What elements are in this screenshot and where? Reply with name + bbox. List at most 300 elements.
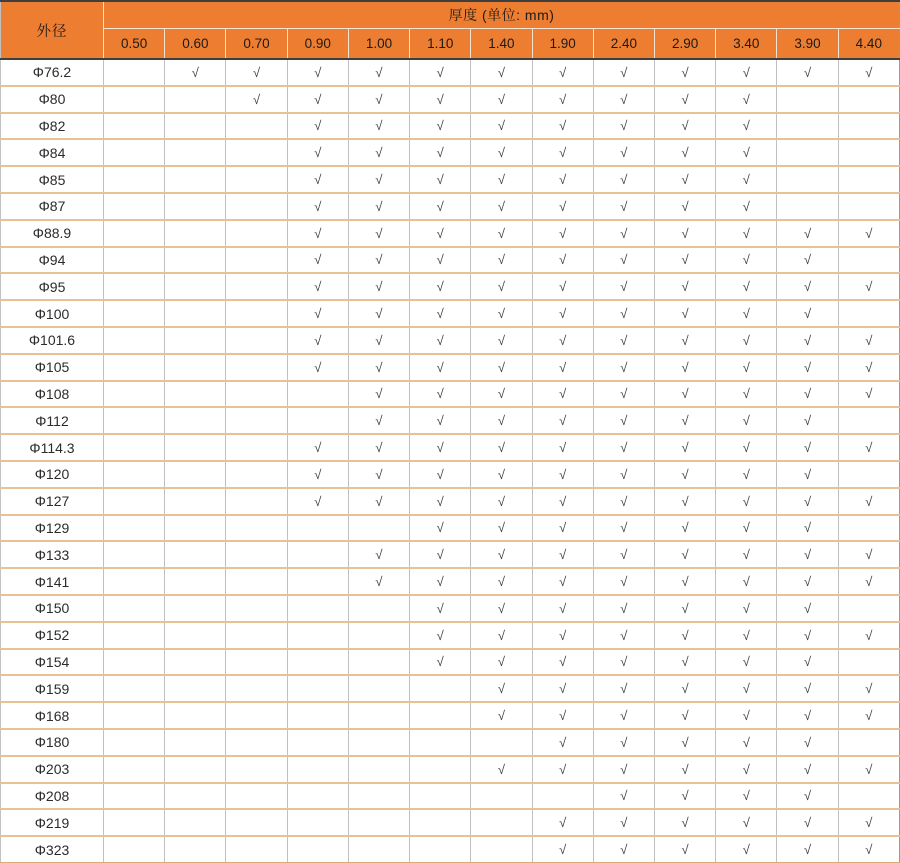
check-cell: √ <box>716 675 777 702</box>
check-cell: √ <box>471 59 532 86</box>
check-cell: √ <box>348 327 409 354</box>
diameter-cell: Φ108 <box>1 381 104 408</box>
check-cell: √ <box>532 113 593 140</box>
check-cell: √ <box>593 461 654 488</box>
check-cell: √ <box>777 461 838 488</box>
check-cell: √ <box>593 220 654 247</box>
check-cell: √ <box>716 86 777 113</box>
empty-cell <box>165 86 226 113</box>
empty-cell <box>777 113 838 140</box>
check-cell: √ <box>716 461 777 488</box>
check-cell: √ <box>471 434 532 461</box>
check-cell: √ <box>716 193 777 220</box>
diameter-cell: Φ323 <box>1 836 104 863</box>
check-cell: √ <box>593 434 654 461</box>
check-cell: √ <box>777 300 838 327</box>
check-cell: √ <box>777 809 838 836</box>
check-cell: √ <box>654 461 715 488</box>
check-cell: √ <box>838 622 899 649</box>
table-body <box>1 59 900 863</box>
check-cell: √ <box>410 354 471 381</box>
check-cell: √ <box>838 220 899 247</box>
empty-cell <box>104 622 165 649</box>
check-cell: √ <box>716 729 777 756</box>
empty-cell <box>226 515 287 542</box>
diameter-cell: Φ94 <box>1 247 104 274</box>
check-cell: √ <box>348 541 409 568</box>
check-cell: √ <box>410 381 471 408</box>
empty-cell <box>838 729 899 756</box>
check-cell: √ <box>777 783 838 810</box>
table-row <box>1 568 900 595</box>
empty-cell <box>838 86 899 113</box>
empty-cell <box>104 166 165 193</box>
diameter-cell: Φ208 <box>1 783 104 810</box>
check-cell: √ <box>593 193 654 220</box>
thickness-col-header: 1.00 <box>348 29 409 60</box>
diameter-cell: Φ133 <box>1 541 104 568</box>
empty-cell <box>165 434 226 461</box>
check-cell: √ <box>654 756 715 783</box>
check-cell: √ <box>471 515 532 542</box>
thickness-col-header: 0.60 <box>165 29 226 60</box>
diameter-cell: Φ129 <box>1 515 104 542</box>
check-cell: √ <box>287 488 348 515</box>
thickness-col-header: 1.40 <box>471 29 532 60</box>
empty-cell <box>226 836 287 863</box>
empty-cell <box>226 327 287 354</box>
check-cell: √ <box>716 327 777 354</box>
check-cell: √ <box>471 595 532 622</box>
thickness-col-header: 2.90 <box>654 29 715 60</box>
empty-cell <box>348 595 409 622</box>
empty-cell <box>287 541 348 568</box>
check-cell: √ <box>593 407 654 434</box>
empty-cell <box>226 783 287 810</box>
empty-cell <box>165 515 226 542</box>
check-cell: √ <box>471 461 532 488</box>
check-cell: √ <box>471 247 532 274</box>
diameter-cell: Φ180 <box>1 729 104 756</box>
check-cell: √ <box>410 515 471 542</box>
check-cell: √ <box>716 756 777 783</box>
check-cell: √ <box>593 327 654 354</box>
check-cell: √ <box>471 166 532 193</box>
check-cell: √ <box>471 381 532 408</box>
check-cell: √ <box>348 193 409 220</box>
check-cell: √ <box>593 354 654 381</box>
check-cell: √ <box>532 836 593 863</box>
check-cell: √ <box>838 381 899 408</box>
check-cell: √ <box>716 595 777 622</box>
empty-cell <box>226 193 287 220</box>
empty-cell <box>838 193 899 220</box>
check-cell: √ <box>593 515 654 542</box>
table-row <box>1 729 900 756</box>
empty-cell <box>165 809 226 836</box>
check-cell: √ <box>654 220 715 247</box>
check-cell: √ <box>287 327 348 354</box>
empty-cell <box>226 300 287 327</box>
diameter-cell: Φ219 <box>1 809 104 836</box>
empty-cell <box>226 434 287 461</box>
check-cell: √ <box>532 541 593 568</box>
diameter-cell: Φ95 <box>1 273 104 300</box>
check-cell: √ <box>777 756 838 783</box>
empty-cell <box>165 622 226 649</box>
check-cell: √ <box>593 729 654 756</box>
diameter-cell: Φ114.3 <box>1 434 104 461</box>
check-cell: √ <box>838 568 899 595</box>
check-cell: √ <box>532 649 593 676</box>
empty-cell <box>838 595 899 622</box>
check-cell: √ <box>654 595 715 622</box>
check-cell: √ <box>532 139 593 166</box>
check-cell: √ <box>654 59 715 86</box>
check-cell: √ <box>654 515 715 542</box>
check-cell: √ <box>532 247 593 274</box>
empty-cell <box>165 247 226 274</box>
check-cell: √ <box>593 541 654 568</box>
check-cell: √ <box>532 515 593 542</box>
check-cell: √ <box>716 488 777 515</box>
check-cell: √ <box>777 702 838 729</box>
check-cell: √ <box>532 461 593 488</box>
check-cell: √ <box>532 327 593 354</box>
check-cell: √ <box>471 702 532 729</box>
check-cell: √ <box>716 783 777 810</box>
empty-cell <box>104 515 165 542</box>
check-cell: √ <box>410 113 471 140</box>
diameter-cell: Φ120 <box>1 461 104 488</box>
empty-cell <box>165 702 226 729</box>
diameter-cell: Φ168 <box>1 702 104 729</box>
check-cell: √ <box>838 702 899 729</box>
check-cell: √ <box>716 220 777 247</box>
empty-cell <box>226 729 287 756</box>
check-cell: √ <box>838 809 899 836</box>
check-cell: √ <box>593 649 654 676</box>
check-cell: √ <box>532 595 593 622</box>
empty-cell <box>838 113 899 140</box>
empty-cell <box>226 247 287 274</box>
empty-cell <box>104 220 165 247</box>
check-cell: √ <box>593 139 654 166</box>
check-cell: √ <box>532 756 593 783</box>
check-cell: √ <box>593 622 654 649</box>
check-cell: √ <box>348 434 409 461</box>
check-cell: √ <box>165 59 226 86</box>
thickness-col-header: 0.50 <box>104 29 165 60</box>
empty-cell <box>287 515 348 542</box>
empty-cell <box>104 59 165 86</box>
group-header-row <box>1 1 900 29</box>
check-cell: √ <box>287 434 348 461</box>
diameter-cell: Φ141 <box>1 568 104 595</box>
table-row <box>1 139 900 166</box>
empty-cell <box>838 783 899 810</box>
empty-cell <box>348 783 409 810</box>
check-cell: √ <box>716 809 777 836</box>
thickness-values-row <box>1 29 900 60</box>
diameter-cell: Φ152 <box>1 622 104 649</box>
diameter-cell: Φ87 <box>1 193 104 220</box>
check-cell: √ <box>654 783 715 810</box>
check-cell: √ <box>532 622 593 649</box>
check-cell: √ <box>777 407 838 434</box>
check-cell: √ <box>348 300 409 327</box>
empty-cell <box>348 649 409 676</box>
check-cell: √ <box>716 273 777 300</box>
check-cell: √ <box>226 59 287 86</box>
empty-cell <box>226 675 287 702</box>
check-cell: √ <box>716 836 777 863</box>
check-cell: √ <box>410 220 471 247</box>
diameter-cell: Φ82 <box>1 113 104 140</box>
check-cell: √ <box>593 300 654 327</box>
check-cell: √ <box>410 327 471 354</box>
empty-cell <box>226 461 287 488</box>
empty-cell <box>287 756 348 783</box>
table-row <box>1 756 900 783</box>
check-cell: √ <box>838 354 899 381</box>
empty-cell <box>104 675 165 702</box>
check-cell: √ <box>777 247 838 274</box>
empty-cell <box>165 354 226 381</box>
check-cell: √ <box>654 381 715 408</box>
table-row <box>1 461 900 488</box>
check-cell: √ <box>777 595 838 622</box>
thickness-col-header: 1.90 <box>532 29 593 60</box>
check-cell: √ <box>777 273 838 300</box>
check-cell: √ <box>532 273 593 300</box>
check-cell: √ <box>654 113 715 140</box>
empty-cell <box>104 836 165 863</box>
table-header <box>1 1 900 59</box>
check-cell: √ <box>410 595 471 622</box>
empty-cell <box>104 139 165 166</box>
empty-cell <box>104 407 165 434</box>
empty-cell <box>226 166 287 193</box>
check-cell: √ <box>410 434 471 461</box>
table-row <box>1 193 900 220</box>
check-cell: √ <box>287 86 348 113</box>
check-cell: √ <box>716 702 777 729</box>
empty-cell <box>838 166 899 193</box>
check-cell: √ <box>471 407 532 434</box>
check-cell: √ <box>593 113 654 140</box>
empty-cell <box>410 756 471 783</box>
table-row <box>1 327 900 354</box>
check-cell: √ <box>532 193 593 220</box>
check-cell: √ <box>410 59 471 86</box>
check-cell: √ <box>716 434 777 461</box>
empty-cell <box>226 622 287 649</box>
check-cell: √ <box>838 541 899 568</box>
check-cell: √ <box>287 247 348 274</box>
empty-cell <box>838 139 899 166</box>
check-cell: √ <box>777 327 838 354</box>
check-cell: √ <box>410 247 471 274</box>
check-cell: √ <box>471 86 532 113</box>
thickness-col-header: 0.70 <box>226 29 287 60</box>
table-row <box>1 166 900 193</box>
empty-cell <box>226 220 287 247</box>
check-cell: √ <box>593 166 654 193</box>
table-row <box>1 622 900 649</box>
empty-cell <box>104 809 165 836</box>
check-cell: √ <box>777 381 838 408</box>
diameter-cell: Φ84 <box>1 139 104 166</box>
check-cell: √ <box>226 86 287 113</box>
empty-cell <box>226 139 287 166</box>
empty-cell <box>104 568 165 595</box>
diameter-column-header: 外径 <box>1 1 104 59</box>
check-cell: √ <box>471 113 532 140</box>
empty-cell <box>226 568 287 595</box>
check-cell: √ <box>593 595 654 622</box>
check-cell: √ <box>777 649 838 676</box>
check-cell: √ <box>716 568 777 595</box>
check-cell: √ <box>348 139 409 166</box>
empty-cell <box>348 675 409 702</box>
check-cell: √ <box>777 434 838 461</box>
check-cell: √ <box>471 756 532 783</box>
empty-cell <box>838 247 899 274</box>
check-cell: √ <box>287 193 348 220</box>
check-cell: √ <box>348 166 409 193</box>
check-cell: √ <box>654 434 715 461</box>
empty-cell <box>226 702 287 729</box>
check-cell: √ <box>593 273 654 300</box>
check-cell: √ <box>654 139 715 166</box>
table-row <box>1 220 900 247</box>
table-row <box>1 488 900 515</box>
check-cell: √ <box>654 488 715 515</box>
diameter-cell: Φ127 <box>1 488 104 515</box>
table-row <box>1 300 900 327</box>
check-cell: √ <box>654 649 715 676</box>
diameter-cell: Φ80 <box>1 86 104 113</box>
check-cell: √ <box>532 434 593 461</box>
check-cell: √ <box>654 729 715 756</box>
check-cell: √ <box>532 568 593 595</box>
empty-cell <box>104 595 165 622</box>
empty-cell <box>777 193 838 220</box>
empty-cell <box>348 622 409 649</box>
table-row <box>1 675 900 702</box>
check-cell: √ <box>777 729 838 756</box>
check-cell: √ <box>777 220 838 247</box>
empty-cell <box>165 327 226 354</box>
check-cell: √ <box>471 541 532 568</box>
empty-cell <box>165 461 226 488</box>
empty-cell <box>104 381 165 408</box>
empty-cell <box>226 649 287 676</box>
table-row <box>1 247 900 274</box>
check-cell: √ <box>532 488 593 515</box>
empty-cell <box>104 354 165 381</box>
diameter-cell: Φ88.9 <box>1 220 104 247</box>
empty-cell <box>287 381 348 408</box>
check-cell: √ <box>654 327 715 354</box>
check-cell: √ <box>777 488 838 515</box>
empty-cell <box>165 783 226 810</box>
check-cell: √ <box>287 139 348 166</box>
diameter-cell: Φ101.6 <box>1 327 104 354</box>
check-cell: √ <box>654 300 715 327</box>
empty-cell <box>471 783 532 810</box>
check-cell: √ <box>716 300 777 327</box>
check-cell: √ <box>532 675 593 702</box>
empty-cell <box>287 783 348 810</box>
check-cell: √ <box>287 59 348 86</box>
check-cell: √ <box>410 407 471 434</box>
empty-cell <box>104 461 165 488</box>
empty-cell <box>104 327 165 354</box>
diameter-cell: Φ203 <box>1 756 104 783</box>
check-cell: √ <box>410 622 471 649</box>
check-cell: √ <box>410 166 471 193</box>
check-cell: √ <box>410 86 471 113</box>
check-cell: √ <box>716 649 777 676</box>
empty-cell <box>165 407 226 434</box>
empty-cell <box>104 434 165 461</box>
check-cell: √ <box>777 675 838 702</box>
table-row <box>1 434 900 461</box>
check-cell: √ <box>654 568 715 595</box>
check-cell: √ <box>287 300 348 327</box>
empty-cell <box>471 729 532 756</box>
check-cell: √ <box>348 488 409 515</box>
empty-cell <box>287 729 348 756</box>
empty-cell <box>104 86 165 113</box>
check-cell: √ <box>348 86 409 113</box>
empty-cell <box>165 220 226 247</box>
check-cell: √ <box>287 354 348 381</box>
check-cell: √ <box>410 649 471 676</box>
empty-cell <box>165 729 226 756</box>
check-cell: √ <box>593 756 654 783</box>
empty-cell <box>410 702 471 729</box>
check-cell: √ <box>838 59 899 86</box>
diameter-cell: Φ159 <box>1 675 104 702</box>
empty-cell <box>777 139 838 166</box>
check-cell: √ <box>654 541 715 568</box>
check-cell: √ <box>348 407 409 434</box>
check-cell: √ <box>716 622 777 649</box>
check-cell: √ <box>777 515 838 542</box>
check-cell: √ <box>471 273 532 300</box>
empty-cell <box>777 86 838 113</box>
empty-cell <box>165 166 226 193</box>
empty-cell <box>165 381 226 408</box>
empty-cell <box>287 407 348 434</box>
check-cell: √ <box>532 809 593 836</box>
check-cell: √ <box>532 166 593 193</box>
check-cell: √ <box>471 675 532 702</box>
empty-cell <box>348 729 409 756</box>
empty-cell <box>104 783 165 810</box>
empty-cell <box>777 166 838 193</box>
empty-cell <box>226 756 287 783</box>
table-row <box>1 595 900 622</box>
check-cell: √ <box>348 381 409 408</box>
table-row <box>1 783 900 810</box>
empty-cell <box>226 381 287 408</box>
check-cell: √ <box>593 381 654 408</box>
check-cell: √ <box>654 675 715 702</box>
